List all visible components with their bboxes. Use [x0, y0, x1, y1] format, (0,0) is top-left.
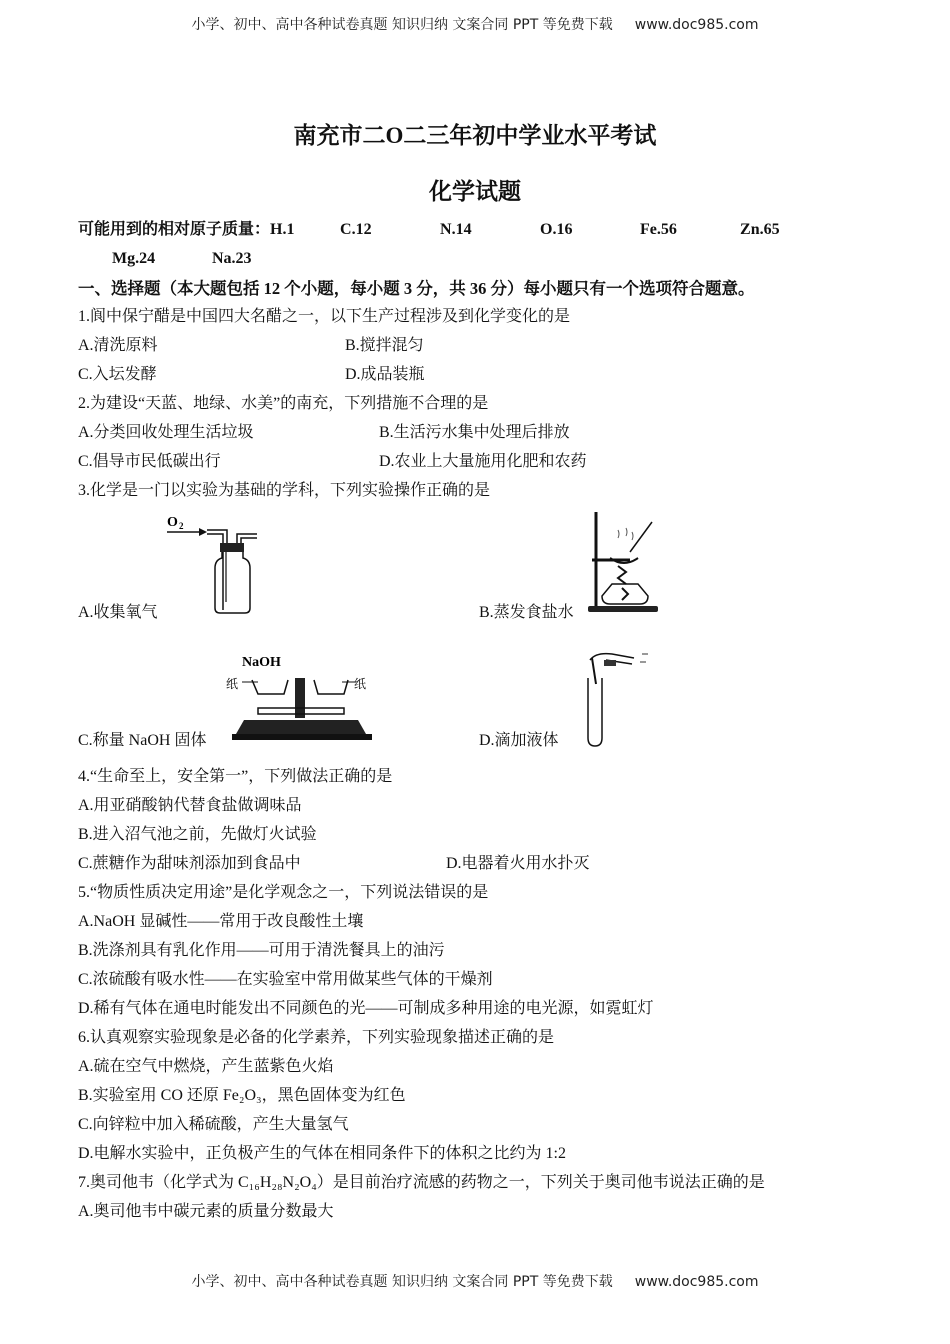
mass-o: O.16 [540, 221, 573, 238]
q5-option-c: C.浓硫酸有吸水性——在实验室中常用做某些气体的干燥剂 [78, 971, 493, 988]
page-footer [0, 1271, 950, 1291]
q4-option-a: A.用亚硝酸钠代替食盐做调味品 [78, 797, 302, 814]
mass-c: C.12 [340, 221, 372, 238]
q2-option-c: C.倡导市民低碳出行 [78, 453, 221, 470]
q2-option-b: B.生活污水集中处理后排放 [379, 424, 570, 441]
question-6-stem: 6.认真观察实验现象是必备的化学素养，下列实验现象描述正确的是 [78, 1029, 555, 1046]
q1-option-d: D.成品装瓶 [345, 366, 425, 383]
q3-option-a: A.收集氧气 [78, 604, 158, 621]
section-heading: 一、选择题（本大题包括 12 个小题，每小题 3 分，共 36 分）每小题只有一个选项符合题意。 [78, 279, 755, 298]
q7-option-a: A.奥司他韦中碳元素的质量分数最大 [78, 1203, 334, 1220]
question-2-stem: 2.为建设“天蓝、地绿、水美”的南充，下列措施不合理的是 [78, 395, 489, 412]
atomic-mass-label: 可能用到的相对原子质量： [78, 221, 271, 238]
balance-figure [222, 650, 382, 750]
mass-fe: Fe.56 [640, 221, 677, 238]
question-1-stem: 1.阆中保宁醋是中国四大名醋之一，以下生产过程涉及到化学变化的是 [78, 308, 571, 325]
header-url[interactable]: www.doc985.com [634, 17, 759, 33]
q6-option-a: A.硫在空气中燃烧，产生蓝紫色火焰 [78, 1058, 334, 1075]
dropper-figure [582, 648, 652, 748]
q2-option-a: A.分类回收处理生活垃圾 [78, 424, 254, 441]
atomic-masses [78, 220, 780, 240]
mass-n: N.14 [440, 221, 472, 238]
header-banner: 小学、初中、高中各种试卷真题 知识归纳 文案合同 PPT 等免费下载 [191, 17, 613, 33]
paper-right-label: 纸 [354, 677, 367, 691]
q3-option-b: B.蒸发食盐水 [479, 604, 574, 621]
q1-option-c: C.入坛发酵 [78, 366, 157, 383]
exam-title: 南充市二O二三年初中学业水平考试 [293, 123, 657, 148]
mass-h: H.1 [270, 221, 295, 238]
atomic-masses-cont [112, 249, 252, 269]
question-5-stem: 5.“物质性质决定用途”是化学观念之一，下列说法错误的是 [78, 884, 489, 901]
q4-option-b: B.进入沼气池之前，先做灯火试验 [78, 826, 317, 843]
q3-option-c: C.称量 NaOH 固体 [78, 732, 207, 749]
q5-option-b: B.洗涤剂具有乳化作用——可用于清洗餐具上的油污 [78, 942, 445, 959]
q2-option-d: D.农业上大量施用化肥和农药 [379, 453, 587, 470]
q6-option-d: D.电解水实验中，正负极产生的气体在相同条件下的体积之比约为 1:2 [78, 1145, 567, 1162]
question-7-stem: 7.奥司他韦（化学式为 C₁₆H₂₈N₂O₄）是目前治疗流感的药物之一，下列关于奥司他韦说法正确的是 [78, 1174, 765, 1191]
footer-url[interactable]: www.doc985.com [634, 1274, 759, 1290]
gas-bottle-figure [165, 510, 265, 620]
mass-na: Na.23 [212, 250, 252, 267]
q5-option-a: A.NaOH 显碱性——常用于改良酸性土壤 [78, 913, 364, 930]
q4-option-c: C.蔗糖作为甜味剂添加到食品中 [78, 855, 301, 872]
mass-mg: Mg.24 [112, 250, 156, 267]
question-3-stem: 3.化学是一门以实验为基础的学科，下列实验操作正确的是 [78, 482, 491, 499]
paper-left-label: 纸 [226, 677, 239, 691]
evaporation-figure [582, 508, 662, 618]
page-header [0, 14, 950, 34]
footer-banner: 小学、初中、高中各种试卷真题 知识归纳 文案合同 PPT 等免费下载 [191, 1274, 613, 1290]
q1-option-b: B.搅拌混匀 [345, 337, 424, 354]
mass-zn: Zn.65 [740, 221, 780, 238]
question-4-stem: 4.“生命至上，安全第一”，下列做法正确的是 [78, 768, 393, 785]
o2-label: O [167, 515, 178, 530]
naoh-label: NaOH [242, 655, 281, 670]
q5-option-d: D.稀有气体在通电时能发出不同颜色的光——可制成多种用途的电光源，如霓虹灯 [78, 1000, 654, 1017]
q1-option-a: A.清洗原料 [78, 337, 158, 354]
q6-option-b: B.实验室用 CO 还原 Fe₂O₃，黑色固体变为红色 [78, 1087, 406, 1104]
q3-option-d: D.滴加液体 [479, 732, 559, 749]
exam-subtitle: 化学试题 [429, 179, 521, 204]
svg-text:2: 2 [179, 521, 184, 531]
q4-option-d: D.电器着火用水扑灭 [446, 855, 590, 872]
q6-option-c: C.向锌粒中加入稀硫酸，产生大量氢气 [78, 1116, 349, 1133]
